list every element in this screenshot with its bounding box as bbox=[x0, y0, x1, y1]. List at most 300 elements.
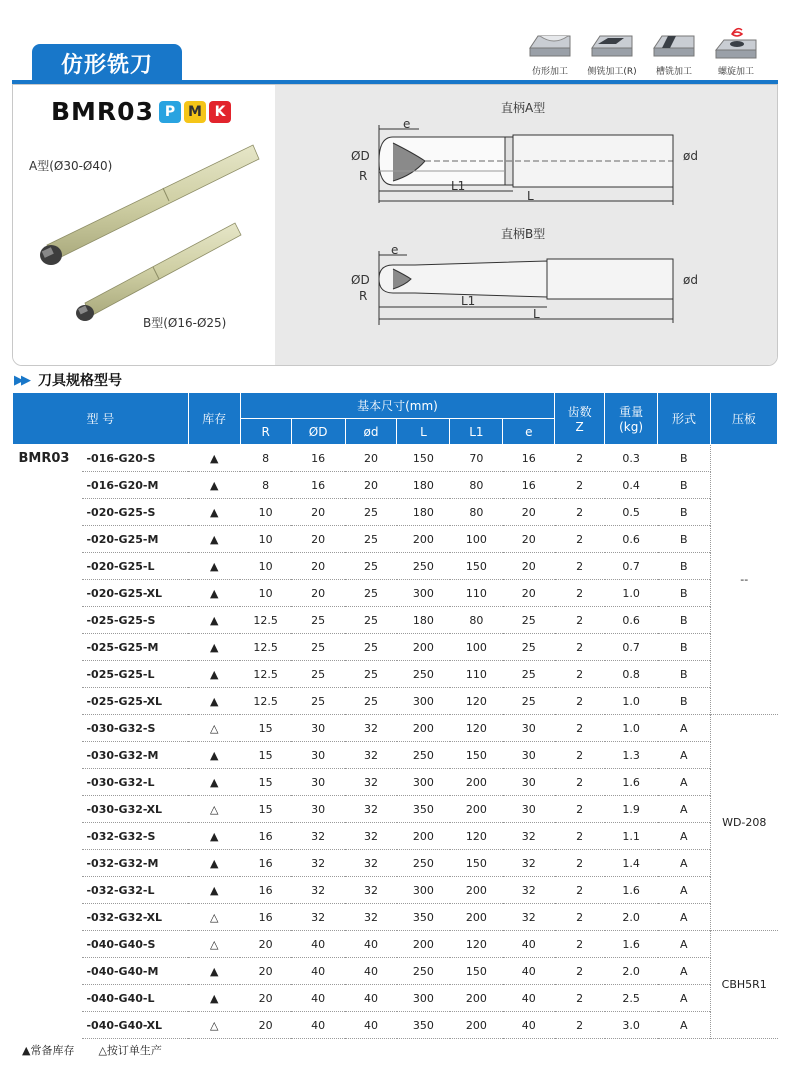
cell-teeth: 2 bbox=[555, 661, 605, 688]
cell-teeth: 2 bbox=[555, 688, 605, 715]
legend-in-stock: ▲常备库存 bbox=[22, 1044, 75, 1057]
cell-weight: 0.6 bbox=[605, 607, 658, 634]
cell-model-code: -040-G40-XL bbox=[82, 1012, 188, 1039]
header-weight-label: 重量 bbox=[619, 405, 644, 419]
cell-e: 25 bbox=[503, 688, 555, 715]
drawing-a-D: ØD bbox=[351, 149, 370, 163]
tool-photos bbox=[13, 85, 275, 365]
cell-weight: 1.3 bbox=[605, 742, 658, 769]
cell-R: 10 bbox=[240, 553, 291, 580]
cell-weight: 2.5 bbox=[605, 985, 658, 1012]
cell-e: 40 bbox=[503, 985, 555, 1012]
legend bbox=[22, 1042, 162, 1058]
cell-stock: △ bbox=[188, 931, 240, 958]
cell-L1: 150 bbox=[450, 958, 503, 985]
drawing-b-e: e bbox=[391, 243, 399, 257]
cell-L: 200 bbox=[397, 715, 450, 742]
table-row bbox=[13, 742, 778, 769]
cell-D: 25 bbox=[291, 661, 345, 688]
cell-L1: 200 bbox=[450, 796, 503, 823]
cell-teeth: 2 bbox=[555, 634, 605, 661]
cell-model-code: -032-G32-M bbox=[82, 850, 188, 877]
cell-R: 16 bbox=[240, 823, 291, 850]
cell-D: 20 bbox=[291, 526, 345, 553]
table-row bbox=[13, 526, 778, 553]
cell-D: 20 bbox=[291, 580, 345, 607]
type-b-label: B型(Ø16-Ø25) bbox=[143, 316, 227, 330]
cell-L: 250 bbox=[397, 850, 450, 877]
header-teeth-z: Z bbox=[575, 420, 584, 434]
cell-model-code: -020-G25-M bbox=[82, 526, 188, 553]
cell-d: 20 bbox=[345, 472, 397, 499]
cell-d: 25 bbox=[345, 580, 397, 607]
cell-d: 40 bbox=[345, 985, 397, 1012]
cell-insert: WD-208 bbox=[710, 715, 777, 931]
cell-L: 180 bbox=[397, 499, 450, 526]
cell-L: 250 bbox=[397, 553, 450, 580]
cell-teeth: 2 bbox=[555, 769, 605, 796]
cell-stock: ▲ bbox=[188, 985, 240, 1012]
cell-L1: 80 bbox=[450, 499, 503, 526]
drawing-b bbox=[379, 251, 673, 325]
subheader-D: ØD bbox=[291, 419, 345, 445]
drawing-a-R: R bbox=[359, 169, 368, 183]
cell-R: 12.5 bbox=[240, 634, 291, 661]
cell-R: 15 bbox=[240, 796, 291, 823]
cell-teeth: 2 bbox=[555, 850, 605, 877]
cell-form: A bbox=[658, 877, 711, 904]
cell-L1: 80 bbox=[450, 472, 503, 499]
cell-L: 150 bbox=[397, 445, 450, 472]
cell-teeth: 2 bbox=[555, 742, 605, 769]
cell-teeth: 2 bbox=[555, 445, 605, 472]
cell-D: 25 bbox=[291, 688, 345, 715]
cell-d: 25 bbox=[345, 661, 397, 688]
side-milling-icon bbox=[588, 22, 636, 62]
header-weight bbox=[605, 393, 658, 445]
cell-stock: ▲ bbox=[188, 634, 240, 661]
cell-teeth: 2 bbox=[555, 499, 605, 526]
cell-form: A bbox=[658, 958, 711, 985]
cell-teeth: 2 bbox=[555, 958, 605, 985]
cell-teeth: 2 bbox=[555, 796, 605, 823]
cell-stock: ▲ bbox=[188, 688, 240, 715]
cell-R: 16 bbox=[240, 850, 291, 877]
cell-R: 12.5 bbox=[240, 607, 291, 634]
cell-L1: 120 bbox=[450, 931, 503, 958]
cell-R: 15 bbox=[240, 742, 291, 769]
cell-D: 16 bbox=[291, 445, 345, 472]
cell-stock: ▲ bbox=[188, 850, 240, 877]
drawing-b-L: L bbox=[533, 307, 540, 321]
cell-d: 40 bbox=[345, 931, 397, 958]
cell-form: B bbox=[658, 526, 711, 553]
cell-model-code: -032-G32-S bbox=[82, 823, 188, 850]
cell-L1: 120 bbox=[450, 688, 503, 715]
cell-form: B bbox=[658, 499, 711, 526]
spec-table bbox=[12, 392, 778, 1039]
cell-L1: 110 bbox=[450, 580, 503, 607]
cell-model-code: -030-G32-L bbox=[82, 769, 188, 796]
cell-d: 32 bbox=[345, 877, 397, 904]
section-title: 刀具规格型号 bbox=[38, 373, 122, 389]
cell-L: 350 bbox=[397, 796, 450, 823]
cell-form: B bbox=[658, 580, 711, 607]
cell-weight: 1.0 bbox=[605, 688, 658, 715]
cell-L1: 100 bbox=[450, 634, 503, 661]
cell-stock: ▲ bbox=[188, 607, 240, 634]
cell-D: 40 bbox=[291, 931, 345, 958]
cell-weight: 1.9 bbox=[605, 796, 658, 823]
table-row bbox=[13, 796, 778, 823]
cell-model-code: -025-G25-XL bbox=[82, 688, 188, 715]
cell-e: 30 bbox=[503, 715, 555, 742]
cell-e: 20 bbox=[503, 526, 555, 553]
drawing-a-e: e bbox=[403, 117, 411, 131]
cell-weight: 1.0 bbox=[605, 715, 658, 742]
cell-d: 40 bbox=[345, 958, 397, 985]
cell-L1: 150 bbox=[450, 553, 503, 580]
cell-L: 250 bbox=[397, 742, 450, 769]
cell-e: 30 bbox=[503, 742, 555, 769]
cell-L1: 200 bbox=[450, 769, 503, 796]
cell-weight: 3.0 bbox=[605, 1012, 658, 1039]
product-panel bbox=[12, 84, 778, 366]
table-row bbox=[13, 580, 778, 607]
cell-form: A bbox=[658, 850, 711, 877]
table-row bbox=[13, 715, 778, 742]
spec-table-body bbox=[13, 445, 778, 1039]
legend-made-to-order: △按订单生产 bbox=[98, 1044, 162, 1057]
cell-D: 40 bbox=[291, 1012, 345, 1039]
cell-L1: 120 bbox=[450, 823, 503, 850]
subheader-e: e bbox=[503, 419, 555, 445]
cell-R: 15 bbox=[240, 715, 291, 742]
table-row bbox=[13, 904, 778, 931]
operation-icons bbox=[524, 22, 762, 77]
header-form: 形式 bbox=[658, 393, 711, 445]
cell-teeth: 2 bbox=[555, 1012, 605, 1039]
cell-D: 40 bbox=[291, 958, 345, 985]
cell-weight: 1.6 bbox=[605, 931, 658, 958]
cell-e: 25 bbox=[503, 661, 555, 688]
cell-e: 25 bbox=[503, 634, 555, 661]
cell-R: 20 bbox=[240, 985, 291, 1012]
cell-model-code: -030-G32-XL bbox=[82, 796, 188, 823]
cell-d: 32 bbox=[345, 742, 397, 769]
header-model: 型 号 bbox=[13, 393, 189, 445]
drawing-a-title: 直柄A型 bbox=[501, 101, 546, 115]
table-row bbox=[13, 931, 778, 958]
cell-stock: ▲ bbox=[188, 553, 240, 580]
cell-D: 32 bbox=[291, 850, 345, 877]
cell-form: B bbox=[658, 661, 711, 688]
technical-drawings bbox=[275, 85, 778, 365]
slot-milling-icon bbox=[650, 22, 698, 62]
cell-form: A bbox=[658, 742, 711, 769]
header-teeth bbox=[555, 393, 605, 445]
cell-e: 20 bbox=[503, 499, 555, 526]
header-teeth-label: 齿数 bbox=[567, 405, 592, 419]
cell-d: 25 bbox=[345, 688, 397, 715]
cell-L: 250 bbox=[397, 661, 450, 688]
table-row bbox=[13, 661, 778, 688]
header-weight-unit: (kg) bbox=[619, 420, 644, 434]
material-badge-m: M bbox=[184, 101, 206, 123]
cell-weight: 0.6 bbox=[605, 526, 658, 553]
cell-stock: ▲ bbox=[188, 877, 240, 904]
cell-D: 25 bbox=[291, 607, 345, 634]
table-row bbox=[13, 607, 778, 634]
cell-weight: 0.3 bbox=[605, 445, 658, 472]
cell-d: 40 bbox=[345, 1012, 397, 1039]
cell-e: 25 bbox=[503, 607, 555, 634]
cell-teeth: 2 bbox=[555, 985, 605, 1012]
cell-e: 20 bbox=[503, 580, 555, 607]
cell-e: 40 bbox=[503, 931, 555, 958]
cell-L: 350 bbox=[397, 1012, 450, 1039]
cell-teeth: 2 bbox=[555, 877, 605, 904]
cell-L: 200 bbox=[397, 634, 450, 661]
cell-e: 20 bbox=[503, 553, 555, 580]
page-title: 仿形铣刀 bbox=[32, 44, 182, 82]
header-dims: 基本尺寸(mm) bbox=[240, 393, 555, 419]
cell-L1: 70 bbox=[450, 445, 503, 472]
table-row bbox=[13, 985, 778, 1012]
operation-helical bbox=[710, 22, 762, 77]
cell-D: 32 bbox=[291, 904, 345, 931]
cell-L: 200 bbox=[397, 931, 450, 958]
cell-stock: △ bbox=[188, 715, 240, 742]
cell-form: A bbox=[658, 769, 711, 796]
cell-teeth: 2 bbox=[555, 472, 605, 499]
cell-L1: 110 bbox=[450, 661, 503, 688]
operation-helical-label: 螺旋加工 bbox=[717, 67, 754, 77]
cell-form: B bbox=[658, 445, 711, 472]
cell-stock: ▲ bbox=[188, 742, 240, 769]
cell-stock: △ bbox=[188, 1012, 240, 1039]
cell-D: 30 bbox=[291, 796, 345, 823]
cell-teeth: 2 bbox=[555, 553, 605, 580]
helical-milling-icon bbox=[712, 22, 760, 62]
table-row bbox=[13, 499, 778, 526]
cell-R: 10 bbox=[240, 580, 291, 607]
cell-form: B bbox=[658, 553, 711, 580]
drawing-a-L: L bbox=[527, 189, 534, 203]
cell-form: B bbox=[658, 607, 711, 634]
cell-D: 30 bbox=[291, 769, 345, 796]
cell-stock: △ bbox=[188, 796, 240, 823]
cell-weight: 0.5 bbox=[605, 499, 658, 526]
profile-milling-icon bbox=[526, 22, 574, 62]
material-badge-k: K bbox=[209, 101, 231, 123]
cell-R: 10 bbox=[240, 499, 291, 526]
cell-d: 32 bbox=[345, 769, 397, 796]
drawing-a-d: ød bbox=[683, 149, 698, 163]
cell-D: 25 bbox=[291, 634, 345, 661]
cell-model-code: -032-G32-L bbox=[82, 877, 188, 904]
cell-weight: 0.4 bbox=[605, 472, 658, 499]
cell-L: 300 bbox=[397, 688, 450, 715]
table-row bbox=[13, 958, 778, 985]
cell-model-code: -040-G40-L bbox=[82, 985, 188, 1012]
cell-R: 20 bbox=[240, 931, 291, 958]
drawing-b-R: R bbox=[359, 289, 368, 303]
cell-model-code: -030-G32-S bbox=[82, 715, 188, 742]
cell-D: 32 bbox=[291, 823, 345, 850]
header-insert: 压板 bbox=[710, 393, 777, 445]
cell-d: 25 bbox=[345, 526, 397, 553]
cell-R: 15 bbox=[240, 769, 291, 796]
cell-D: 30 bbox=[291, 742, 345, 769]
operation-profile bbox=[524, 22, 576, 77]
cell-model-code: -040-G40-S bbox=[82, 931, 188, 958]
cell-R: 12.5 bbox=[240, 661, 291, 688]
cell-d: 32 bbox=[345, 904, 397, 931]
cell-L: 180 bbox=[397, 472, 450, 499]
cell-stock: △ bbox=[188, 904, 240, 931]
cell-weight: 0.7 bbox=[605, 634, 658, 661]
cell-L: 300 bbox=[397, 985, 450, 1012]
cell-D: 20 bbox=[291, 553, 345, 580]
cell-e: 16 bbox=[503, 472, 555, 499]
cell-weight: 1.0 bbox=[605, 580, 658, 607]
cell-stock: ▲ bbox=[188, 499, 240, 526]
cell-L1: 200 bbox=[450, 985, 503, 1012]
cell-insert: CBH5R1 bbox=[710, 931, 777, 1039]
cell-D: 16 bbox=[291, 472, 345, 499]
cell-e: 16 bbox=[503, 445, 555, 472]
cell-L1: 200 bbox=[450, 1012, 503, 1039]
cell-stock: ▲ bbox=[188, 580, 240, 607]
cell-form: B bbox=[658, 634, 711, 661]
product-model: BMR03 bbox=[51, 97, 154, 126]
cell-form: A bbox=[658, 1012, 711, 1039]
cell-stock: ▲ bbox=[188, 661, 240, 688]
cell-R: 12.5 bbox=[240, 688, 291, 715]
cell-weight: 1.4 bbox=[605, 850, 658, 877]
operation-side-label: 侧铣加工(R) bbox=[587, 67, 637, 77]
section-heading bbox=[14, 370, 122, 390]
cell-L: 300 bbox=[397, 580, 450, 607]
table-row bbox=[13, 1012, 778, 1039]
cell-form: A bbox=[658, 985, 711, 1012]
cell-L1: 200 bbox=[450, 904, 503, 931]
cell-insert: -- bbox=[710, 445, 777, 715]
cell-R: 16 bbox=[240, 877, 291, 904]
cell-L: 250 bbox=[397, 958, 450, 985]
cell-R: 20 bbox=[240, 1012, 291, 1039]
cell-teeth: 2 bbox=[555, 607, 605, 634]
table-row bbox=[13, 877, 778, 904]
cell-R: 16 bbox=[240, 904, 291, 931]
drawing-a bbox=[379, 125, 673, 205]
cell-L: 200 bbox=[397, 823, 450, 850]
cell-L: 200 bbox=[397, 526, 450, 553]
cell-L: 350 bbox=[397, 904, 450, 931]
cell-e: 40 bbox=[503, 958, 555, 985]
cell-stock: ▲ bbox=[188, 472, 240, 499]
cell-L1: 80 bbox=[450, 607, 503, 634]
cell-L: 180 bbox=[397, 607, 450, 634]
cell-weight: 2.0 bbox=[605, 958, 658, 985]
cell-L1: 120 bbox=[450, 715, 503, 742]
cell-form: A bbox=[658, 796, 711, 823]
material-badge-p: P bbox=[159, 101, 181, 123]
cell-D: 20 bbox=[291, 499, 345, 526]
cell-d: 32 bbox=[345, 715, 397, 742]
cell-d: 25 bbox=[345, 553, 397, 580]
cell-teeth: 2 bbox=[555, 931, 605, 958]
cell-e: 40 bbox=[503, 1012, 555, 1039]
cell-D: 32 bbox=[291, 877, 345, 904]
cell-weight: 0.8 bbox=[605, 661, 658, 688]
cell-form: A bbox=[658, 931, 711, 958]
cell-form: B bbox=[658, 688, 711, 715]
header-stock: 库存 bbox=[188, 393, 240, 445]
cell-model-code: -040-G40-M bbox=[82, 958, 188, 985]
cell-L: 300 bbox=[397, 877, 450, 904]
subheader-d: ød bbox=[345, 419, 397, 445]
table-row bbox=[13, 445, 778, 472]
cell-d: 25 bbox=[345, 634, 397, 661]
cell-L1: 150 bbox=[450, 850, 503, 877]
cell-weight: 1.6 bbox=[605, 769, 658, 796]
cell-weight: 1.1 bbox=[605, 823, 658, 850]
table-row bbox=[13, 553, 778, 580]
cell-model-code: -020-G25-L bbox=[82, 553, 188, 580]
subheader-L: L bbox=[397, 419, 450, 445]
cell-model-code: -016-G20-S bbox=[82, 445, 188, 472]
table-row bbox=[13, 850, 778, 877]
cell-d: 20 bbox=[345, 445, 397, 472]
double-chevron-icon: ▶▶ bbox=[14, 372, 28, 388]
drawing-b-title: 直柄B型 bbox=[501, 227, 546, 241]
cell-R: 8 bbox=[240, 445, 291, 472]
cell-L1: 150 bbox=[450, 742, 503, 769]
subheader-R: R bbox=[240, 419, 291, 445]
cell-d: 32 bbox=[345, 850, 397, 877]
cell-form: A bbox=[658, 823, 711, 850]
cell-L1: 200 bbox=[450, 877, 503, 904]
cell-model-code: -025-G25-M bbox=[82, 634, 188, 661]
cell-e: 32 bbox=[503, 877, 555, 904]
cell-e: 30 bbox=[503, 769, 555, 796]
cell-L1: 100 bbox=[450, 526, 503, 553]
cell-stock: ▲ bbox=[188, 958, 240, 985]
tool-a-image bbox=[40, 145, 259, 265]
table-row bbox=[13, 769, 778, 796]
cell-teeth: 2 bbox=[555, 526, 605, 553]
drawing-b-d: ød bbox=[683, 273, 698, 287]
cell-model-code: -025-G25-L bbox=[82, 661, 188, 688]
cell-d: 25 bbox=[345, 499, 397, 526]
cell-stock: ▲ bbox=[188, 769, 240, 796]
cell-e: 32 bbox=[503, 904, 555, 931]
cell-e: 32 bbox=[503, 850, 555, 877]
cell-model-code: -030-G32-M bbox=[82, 742, 188, 769]
series-label: BMR03 bbox=[18, 451, 70, 466]
cell-e: 30 bbox=[503, 796, 555, 823]
cell-weight: 1.6 bbox=[605, 877, 658, 904]
cell-form: B bbox=[658, 472, 711, 499]
cell-model-code: -025-G25-S bbox=[82, 607, 188, 634]
table-row bbox=[13, 472, 778, 499]
cell-stock: ▲ bbox=[188, 526, 240, 553]
subheader-L1: L1 bbox=[450, 419, 503, 445]
table-row bbox=[13, 634, 778, 661]
cell-weight: 2.0 bbox=[605, 904, 658, 931]
